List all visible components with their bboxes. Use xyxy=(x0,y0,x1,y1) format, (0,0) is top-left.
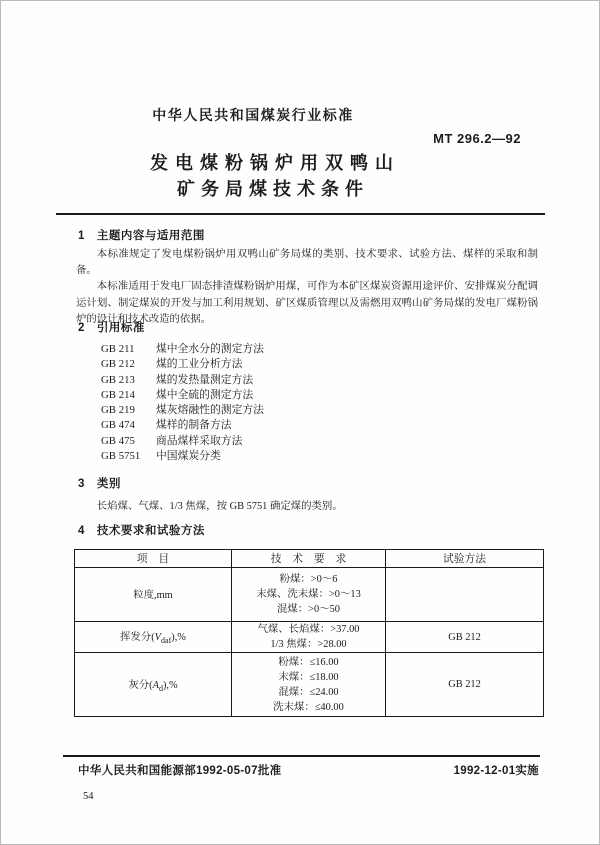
section4-heading: 4 技术要求和试验方法 xyxy=(78,525,205,537)
reference-code: GB 212 xyxy=(101,358,135,371)
reference-title: 中国煤炭分类 xyxy=(156,450,221,463)
reference-code: GB 214 xyxy=(101,388,135,401)
list-item xyxy=(101,388,481,403)
table-row xyxy=(75,653,544,717)
column-header-item: 项 目 xyxy=(75,550,232,568)
list-item xyxy=(101,357,481,372)
table-header-row xyxy=(75,550,544,568)
reference-title: 煤灰熔融性的测定方法 xyxy=(156,404,264,417)
list-item xyxy=(101,373,481,388)
approval-statement: 中华人民共和国能源部1992-05-07批准 xyxy=(78,765,282,777)
method-cell: GB 212 xyxy=(386,653,544,717)
referenced-standards-list xyxy=(101,342,481,464)
reference-title: 煤样的制备方法 xyxy=(156,419,232,432)
section1-paragraph1: 本标准规定了发电煤粉锅炉用双鸭山矿务局煤的类别、技术要求、试验方法、煤样的采取和制备。 xyxy=(76,249,538,277)
reference-code: GB 5751 xyxy=(101,450,141,463)
method-cell xyxy=(386,568,544,622)
section3-paragraph: 长焰煤、气煤、1/3 焦煤，按 GB 5751 确定煤的类别。 xyxy=(96,501,343,512)
section1-heading: 1 主题内容与适用范围 xyxy=(78,230,205,242)
requirement-cell: 粉煤：≤16.00 末煤：≤18.00 混煤：≤24.00 洗末煤：≤40.00 xyxy=(232,653,386,717)
reference-code: GB 474 xyxy=(101,419,135,432)
list-item xyxy=(101,403,481,418)
reference-title: 煤中全水分的测定方法 xyxy=(156,343,264,355)
section1-body xyxy=(76,247,538,328)
reference-code: GB 219 xyxy=(101,404,135,417)
list-item xyxy=(101,434,481,449)
document-title-line2: 矿务局煤技术条件 xyxy=(177,179,369,199)
reference-title: 煤的发热量测定方法 xyxy=(156,373,254,386)
list-item xyxy=(101,342,481,357)
section3-heading: 3 类别 xyxy=(78,478,121,490)
item-cell: 灰分$(A_d),\%$ xyxy=(75,653,232,717)
method-cell: GB 212 xyxy=(386,622,544,653)
column-header-method: 试验方法 xyxy=(386,550,544,568)
list-item xyxy=(101,449,481,464)
list-item xyxy=(101,418,481,433)
item-cell: 粒度,mm xyxy=(75,568,232,622)
requirement-cell: 气煤、长焰煤：>37.00 1/3 焦煤：>28.00 xyxy=(232,622,386,653)
table-row xyxy=(75,568,544,622)
section2-heading: 2 引用标准 xyxy=(78,322,145,334)
section1-paragraph2: 本标准适用于发电厂固态排渣煤粉锅炉用煤，可作为本矿区煤炭资源用途评价、安排煤炭分配调运计划、制定煤炭的开发与加工利用规划、矿区煤质管理以及需燃用双鸭山矿务局煤的发电厂煤粉锅炉的设计和技术改造的依据。 xyxy=(76,281,538,325)
technical-requirements-table xyxy=(74,549,543,717)
document-title-line1: 发电煤粉锅炉用双鸭山 xyxy=(150,153,400,173)
reference-code: GB 211 xyxy=(101,343,135,355)
implementation-date: 1992-12-01实施 xyxy=(453,765,539,777)
reference-title: 商品煤样采取方法 xyxy=(156,434,243,447)
page-number: 54 xyxy=(83,791,94,802)
footer-divider-rule xyxy=(63,755,540,757)
column-header-requirement: 技 术 要 求 xyxy=(232,550,386,568)
reference-code: GB 475 xyxy=(101,434,135,447)
header-divider-rule xyxy=(56,213,545,215)
standard-number: MT 296.2—92 xyxy=(433,131,521,146)
reference-title: 煤中全硫的测定方法 xyxy=(156,388,254,401)
table-row xyxy=(75,622,544,653)
requirement-cell: 粉煤：>0～6 末煤、洗末煤：>0～13 混煤：>0～50 xyxy=(232,568,386,622)
reference-code: GB 213 xyxy=(101,373,135,386)
section3-body xyxy=(76,499,538,515)
reference-title: 煤的工业分析方法 xyxy=(156,358,243,371)
standard-type-heading: 中华人民共和国煤炭行业标准 xyxy=(152,107,354,123)
item-cell: 挥发分$(V_{daf}),\%$ xyxy=(75,622,232,653)
